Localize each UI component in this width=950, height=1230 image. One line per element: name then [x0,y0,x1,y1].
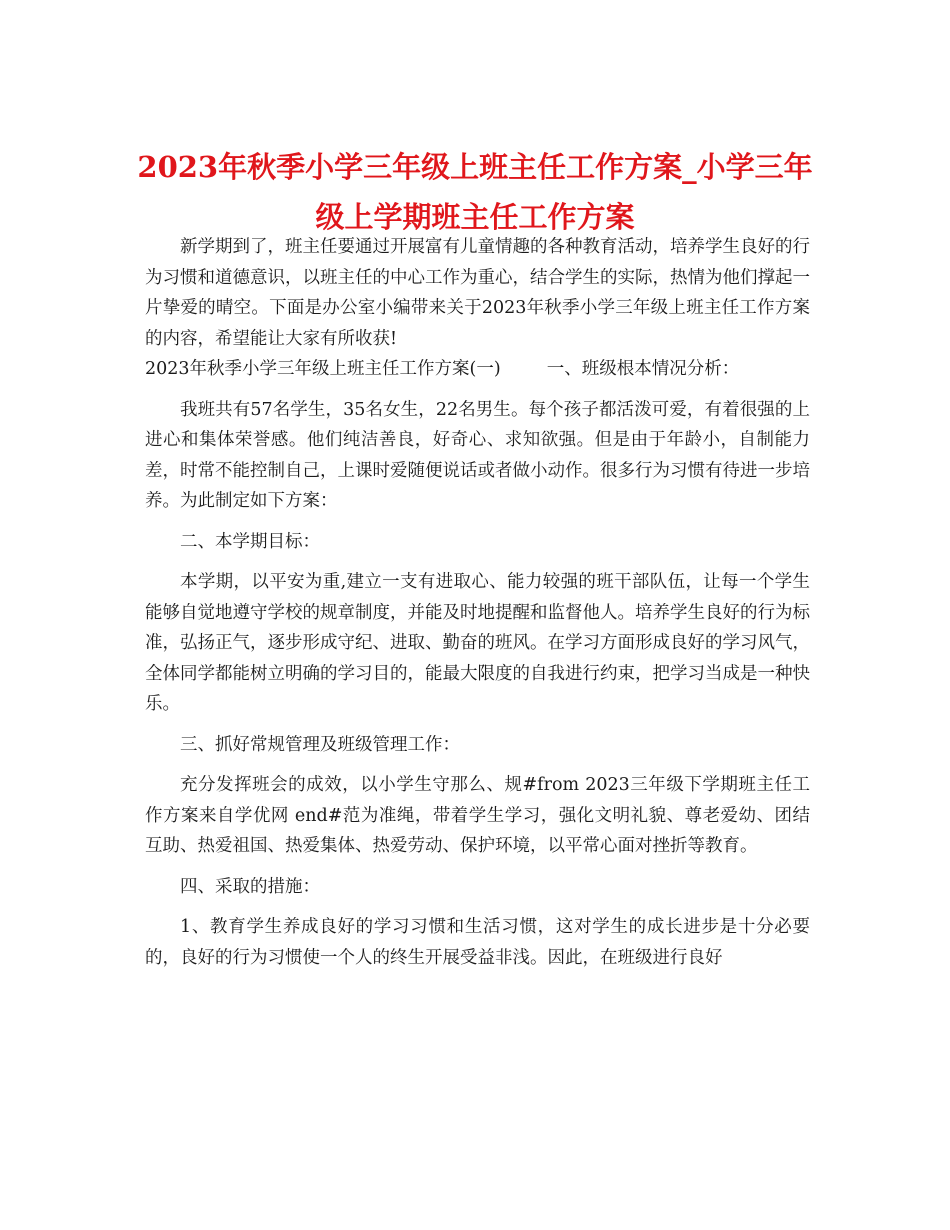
intro-paragraph: 新学期到了，班主任要通过开展富有儿童情趣的各种教育活动，培养学生良好的行为习惯和道德意识，以班主任的中心工作为重心，结合学生的实际，热情为他们撑起一片挚爱的晴空。下面是办公室小编带来关于2023年秋季小学三年级上班主任工作方案的内容，希望能让大家有所收获! [145,237,810,349]
paragraph-routine-management: 充分发挥班会的成效，以小学生守那么、规#from 2023三年级下学期班主任工作方案来自学优网 end#范为准绳，带着学生学习，强化文明礼貌、尊老爱幼、团结互助、热爱祖国、热爱集体、热爱劳动、保护环境，以平常心面对挫折等教育。 [145,775,810,856]
document-body [145,232,810,983]
title-line-1: 2023年秋季小学三年级上班主任工作方案_小学三年 [137,150,813,184]
document-title [130,142,820,242]
paragraph-semester-goals: 本学期，以平安为重,建立一支有进取心、能力较强的班干部队伍，让每一个学生能够自觉地遵守学校的规章制度，并能及时地提醒和监督他人。培养学生良好的行为标准，弘扬正气，逐步形成守纪、进取、勤奋的班风。在学习方面形成良好的学习风气，全体同学都能树立明确的学习目的，能最大限度的自我进行约束，把学习当成是一种快乐。 [145,572,810,714]
title-line-2: 级上学期班主任工作方案 [315,200,635,234]
paragraph-measures-1: 1、教育学生养成良好的学习习惯和生活习惯，这对学生的成长进步是十分必要的，良好的行为习惯使一个人的终生开展受益非浅。因此，在班级进行良好 [145,917,810,968]
section-heading-2: 二、本学期目标： [180,531,320,552]
paragraph-class-analysis: 我班共有57名学生，35名女生，22名男生。每个孩子都活泼可爱，有着很强的上进心和集体荣誉感。他们纯洁善良，好奇心、求知欲强。但是由于年龄小，自制能力差，时常不能控制自己，上课时爱随便说话或者做小动作。很多行为习惯有待进一步培养。为此制定如下方案： [145,399,810,511]
section-heading-line [145,354,810,385]
section-heading-4: 四、采取的措施： [180,876,320,897]
section-heading-1: 一、班级根本情况分析： [546,359,740,379]
section-heading-3: 三、抓好常规管理及班级管理工作： [180,734,460,755]
plan-subtitle: 2023年秋季小学三年级上班主任工作方案(一) [145,359,501,379]
